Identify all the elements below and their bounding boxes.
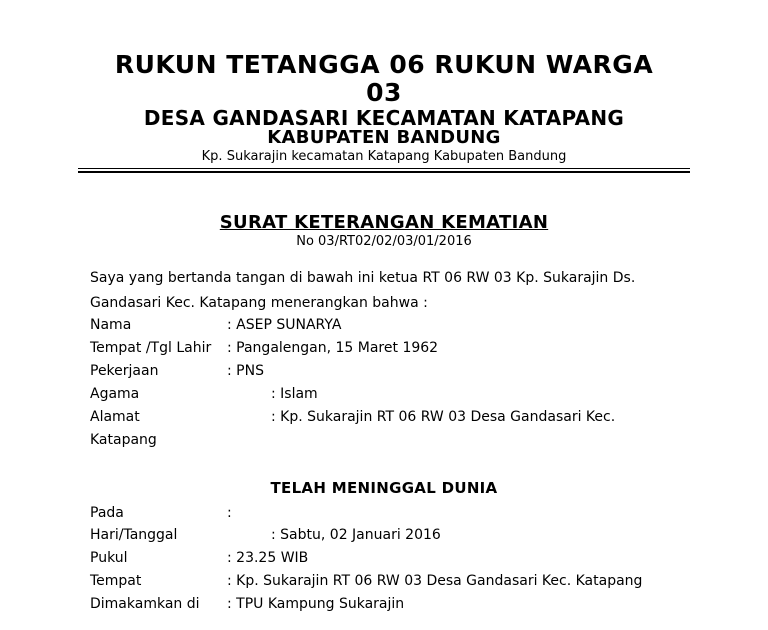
tempat-label: Tempat (90, 573, 142, 589)
letterhead-line3: KABUPATEN BANDUNG (267, 127, 501, 148)
agama-value: : Islam (271, 386, 318, 402)
letterhead-line1: RUKUN TETANGGA 06 RUKUN WARGA (114, 50, 654, 79)
pukul-value: : 23.25 WIB (227, 550, 309, 566)
makam-label: Dimakamkan di (90, 596, 200, 612)
pekerjaan-value: : PNS (227, 363, 264, 379)
letter-title: SURAT KETERANGAN KEMATIAN (219, 212, 549, 233)
makam-value: : TPU Kampung Sukarajin (227, 596, 405, 612)
pada-value: : (227, 505, 232, 521)
nama-label: Nama (90, 317, 132, 333)
letterhead-line1-cont: 03 (366, 78, 402, 107)
pukul-label: Pukul (90, 550, 128, 566)
alamat-continuation: Katapang (90, 432, 157, 448)
agama-label: Agama (90, 386, 140, 402)
alamat-label: Alamat (90, 409, 140, 425)
hari-value: : Sabtu, 02 Januari 2016 (271, 527, 441, 543)
hari-label: Hari/Tanggal (90, 527, 178, 543)
letterhead-address: Kp. Sukarajin kecamatan Katapang Kabupaten Bandung (201, 149, 567, 164)
divider-thin (78, 168, 690, 169)
intro-line2: Gandasari Kec. Katapang menerangkan bahwa : (90, 295, 428, 311)
letter-number: No 03/RT02/02/03/01/2016 (296, 234, 472, 249)
death-heading: TELAH MENINGGAL DUNIA (270, 479, 498, 497)
ttl-label: Tempat /Tgl Lahir (90, 340, 212, 356)
intro-line1: Saya yang bertanda tangan di bawah ini ketua RT 06 RW 03 Kp. Sukarajin Ds. (90, 270, 636, 286)
tempat-value: : Kp. Sukarajin RT 06 RW 03 Desa Gandasari Kec. Katapang (227, 573, 643, 589)
divider-thick (78, 171, 690, 173)
ttl-value: : Pangalengan, 15 Maret 1962 (227, 340, 439, 356)
nama-value: : ASEP SUNARYA (227, 317, 342, 333)
letterhead-line2: DESA GANDASARI KECAMATAN KATAPANG (143, 106, 625, 130)
pekerjaan-label: Pekerjaan (90, 363, 159, 379)
pada-label: Pada (90, 505, 124, 521)
alamat-value: : Kp. Sukarajin RT 06 RW 03 Desa Gandasari Kec. (271, 409, 616, 425)
